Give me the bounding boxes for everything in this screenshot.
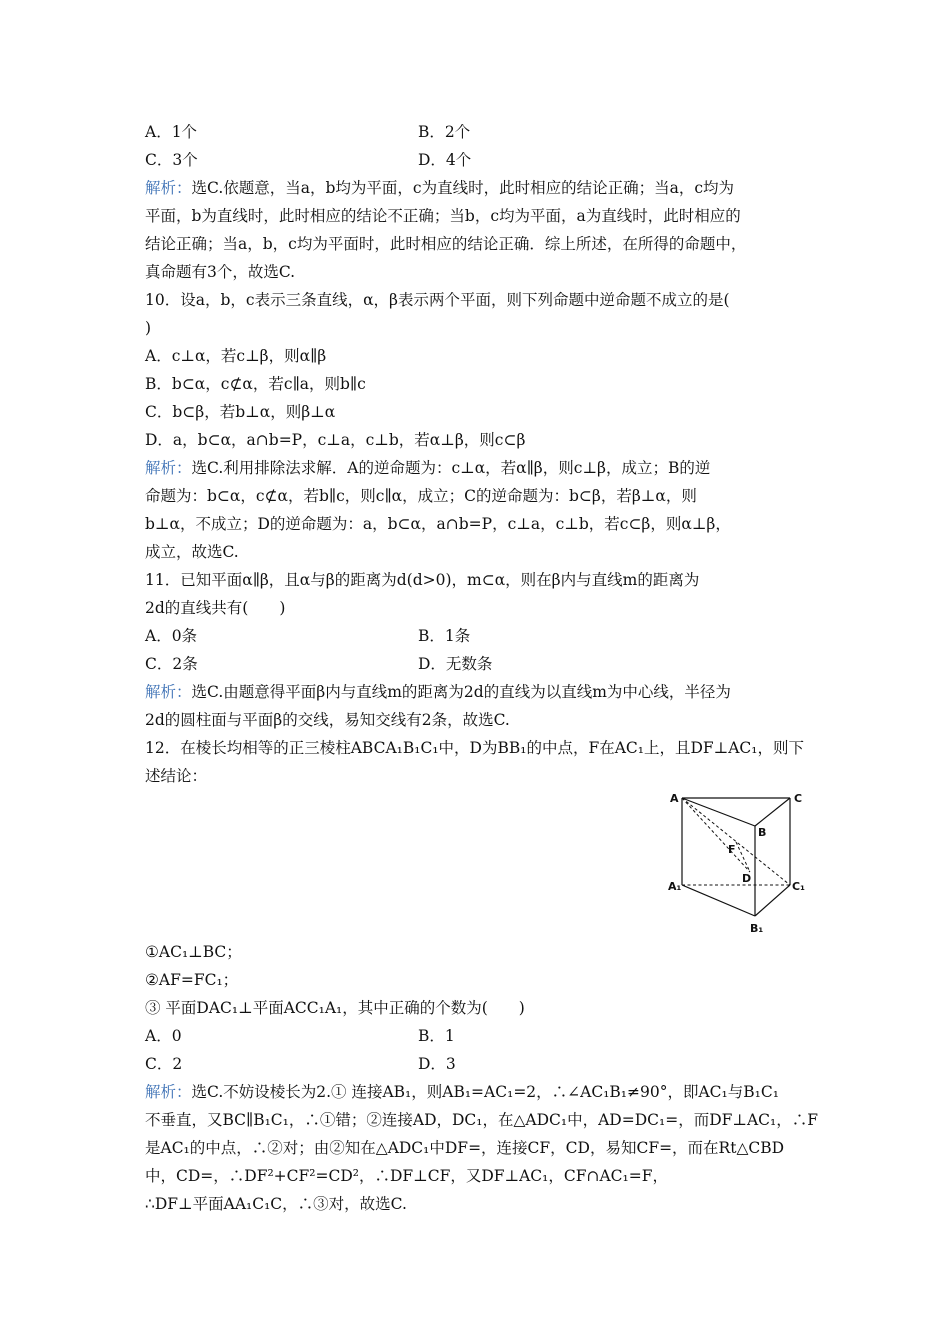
q11-stem-line: 11．已知平面α∥β，且α与β的距离为d(d>0)，m⊂α，则在β内与直线m的距离为 [145,571,700,589]
q10-stem-line: ) [145,319,152,337]
q11-option-a: A．0条 [145,627,198,645]
label-a1: A₁ [668,880,682,893]
q10-stem-line: 10．设a，b，c表示三条直线，α，β表示两个平面，则下列命题中逆命题不成立的是( [145,291,730,309]
label-c: C [794,792,803,805]
q12-solution-line: 是AC₁的中点，∴②对；由②知在△ADC₁中DF=，连接CF，CD，易知CF=，而在Rt△CBD [145,1139,785,1157]
label-f: F [728,843,736,856]
solution-text: 选C.依题意，当a，b均为平面，c为直线时，此时相应的结论正确；当a，c均为 [191,179,735,197]
q11-solution-line [145,682,731,702]
q10-solution-line: 成立，故选C. [145,543,239,561]
q9-option-c: C．3个 [145,151,198,169]
q12-item-2: ②AF=FC₁； [145,971,239,989]
q12-solution-line [145,1082,779,1102]
q10-option-c: C．b⊂β，若b⊥α，则β⊥α [145,403,336,421]
q12-item-1: ①AC₁⊥BC； [145,943,242,961]
q12-stem-line: 述结论： [145,767,208,785]
q12-solution-line: ∴DF⊥平面AA₁C₁C，∴③对，故选C. [145,1195,407,1213]
q12-option-a: A．0 [145,1027,182,1045]
q12-item-3: ③ 平面DAC₁⊥平面ACC₁A₁，其中正确的个数为( ) [145,999,525,1017]
q10-option-a: A．c⊥α，若c⊥β，则α∥β [145,347,327,365]
solution-label: 解析： [145,459,192,477]
label-c1: C₁ [792,880,805,893]
solution-label: 解析： [145,179,192,197]
q12-option-b: B．1 [418,1027,455,1045]
q10-solution-line: 命题为：b⊂α，c⊄α，若b∥c，则c∥α，成立；C的逆命题为：b⊂β，若β⊥α，则 [145,487,697,505]
label-a: A [670,792,679,805]
label-d: D [742,872,752,885]
edge-a1b1 [682,885,755,916]
label-b: B [758,826,767,839]
q12-option-d: D．3 [418,1055,456,1073]
solution-text: 选C.不妨设棱长为2.① 连接AB₁，则AB₁=AC₁=2，∴∠AC₁B₁≠90°，即AC₁与B₁C₁ [191,1083,779,1101]
q9-solution-line: 平面，b为直线时，此时相应的结论不正确；当b，c均为平面，a为直线时，此时相应的 [145,207,741,225]
q12-stem-line: 12．在棱长均相等的正三棱柱ABCA₁B₁C₁中，D为BB₁的中点，F在AC₁上，且DF⊥AC₁，则下 [145,739,805,757]
edge-ab [682,798,755,826]
q11-option-c: C．2条 [145,655,198,673]
q12-solution-line: 不垂直，又BC∥B₁C₁，∴①错；②连接AD，DC₁，在△ADC₁中，AD=DC₁=，而DF⊥AC₁，∴F [145,1111,818,1129]
q9-solution-line: 结论正确；当a，b，c均为平面时，此时相应的结论正确．综上所述，在所得的命题中， [145,235,747,253]
q12-solution-line: 中，CD=，∴DF²+CF²=CD²，∴DF⊥CF，又DF⊥AC₁，CF∩AC₁=F， [145,1167,668,1185]
solution-label: 解析： [145,683,192,701]
q9-solution-line: 真命题有3个，故选C. [145,263,296,281]
q10-option-d: D．a，b⊂α，a∩b=P，c⊥a，c⊥b，若α⊥β，则c⊂β [145,431,526,449]
prism-figure [664,786,814,938]
label-b1: B₁ [750,922,764,935]
q11-option-b: B．1条 [418,627,471,645]
segment-ad-hidden [682,798,750,872]
solution-label: 解析： [145,1083,192,1101]
q11-option-d: D．无数条 [418,655,493,673]
q11-solution-line: 2d的圆柱面与平面β的交线，易知交线有2条，故选C. [145,711,510,729]
q9-solution-line [145,178,734,198]
q9-option-d: D．4个 [418,151,472,169]
q10-option-b: B．b⊂α，c⊄α，若c∥a，则b∥c [145,375,366,393]
q10-solution-line: b⊥α，不成立；D的逆命题为：a，b⊂α，a∩b=P，c⊥a，c⊥b，若c⊂β，则α⊥β， [145,515,731,533]
q9-option-b: B．2个 [418,123,471,141]
solution-text: 选C.利用排除法求解．A的逆命题为：c⊥α，若α∥β，则c⊥β，成立；B的逆 [191,459,711,477]
q11-stem-line: 2d的直线共有( ) [145,599,286,617]
edge-b1c1 [755,885,790,916]
edge-bc [755,798,790,826]
q12-option-c: C．2 [145,1055,183,1073]
q10-solution-line [145,458,710,478]
q9-option-a: A．1个 [145,123,198,141]
solution-text: 选C.由题意得平面β内与直线m的距离为2d的直线为以直线m为中心线，半径为 [191,683,731,701]
